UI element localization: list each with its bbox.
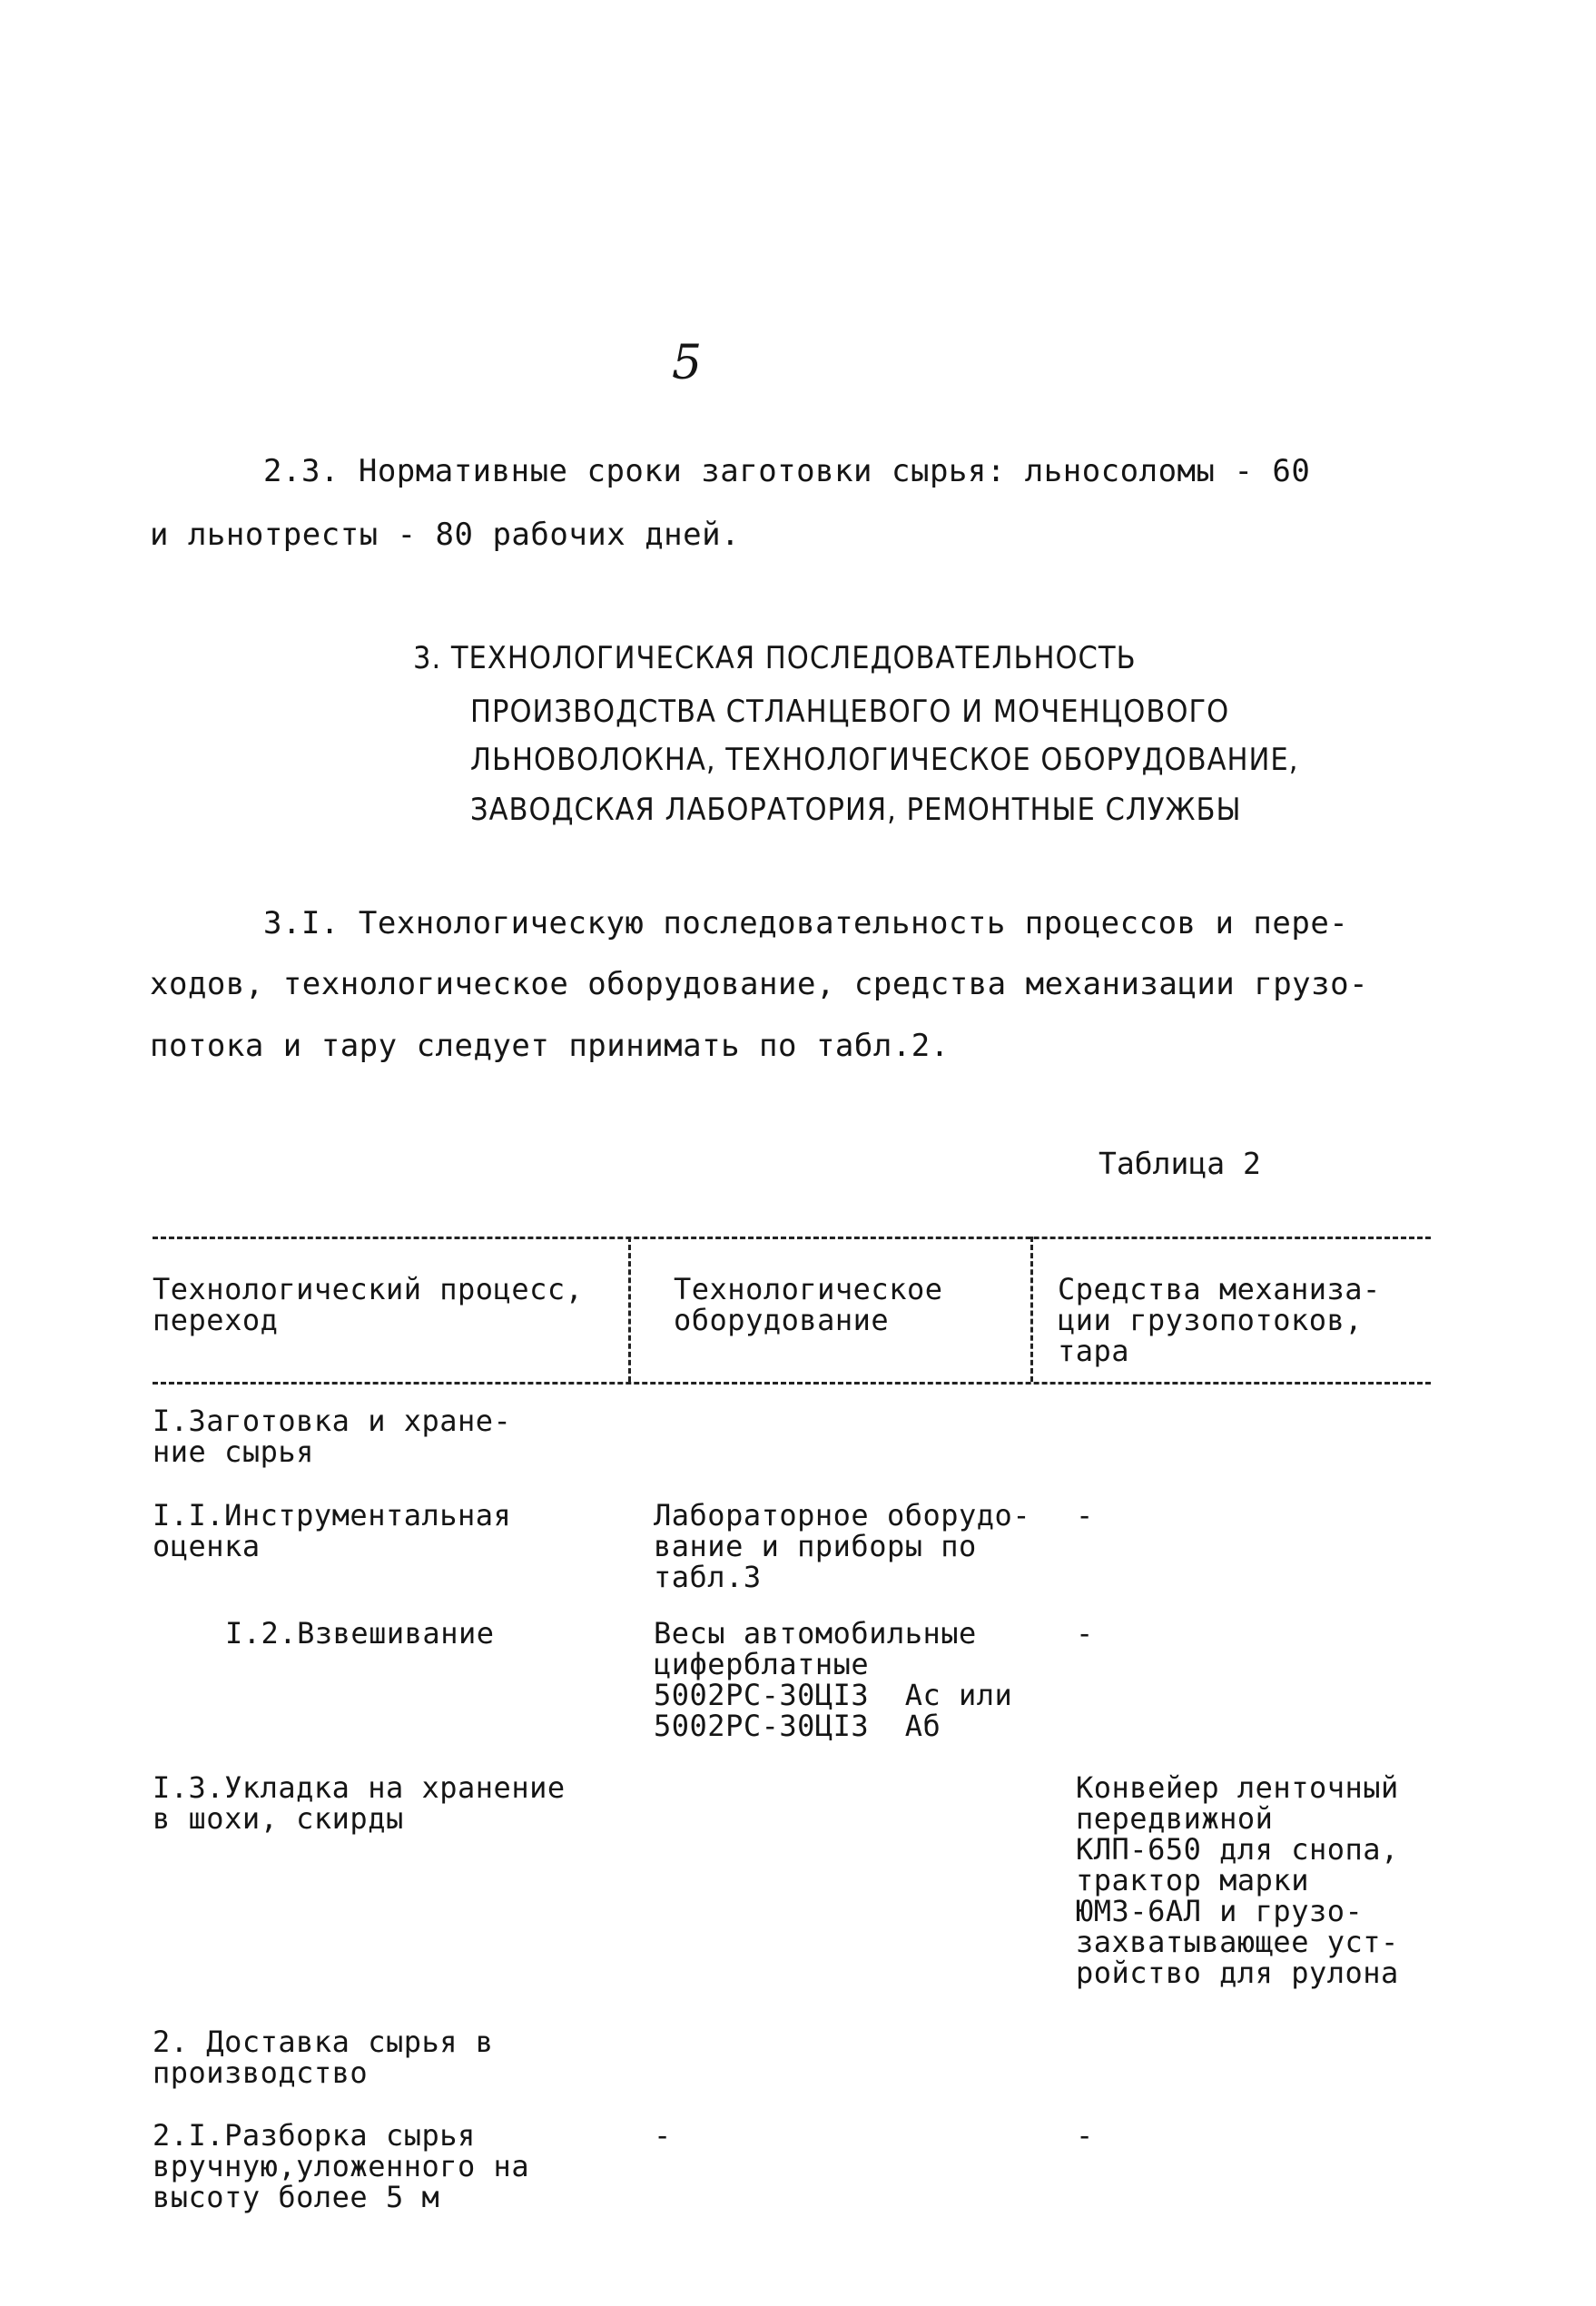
table-row-6-process: 2.I.Разборка сырья вручную,уложенного на высоту более 5 м xyxy=(153,2118,530,2214)
section-3-heading-line-2: ПРОИЗВОДСТВА СТЛАНЦЕВОГО И МОЧЕНЦОВОГО xyxy=(470,694,1230,730)
table-header-bottom-rule xyxy=(153,1382,1431,1385)
table-row-3-means: - xyxy=(1076,1616,1094,1651)
section-2-3-line-1: 2.3. Нормативные сроки заготовки сырья: льносоломы - 60 xyxy=(263,453,1311,489)
table-row-2-equipment: Лабораторное оборудо- вание и приборы по табл.3 xyxy=(654,1498,1031,1594)
section-3-heading-line-1: 3. ТЕХНОЛОГИЧЕСКАЯ ПОСЛЕДОВАТЕЛЬНОСТЬ xyxy=(413,640,1137,676)
section-3-1-line-2: ходов, технологическое оборудование, средства механизации грузо- xyxy=(150,966,1369,1002)
table-row-2-process: I.I.Инструментальная оценка xyxy=(153,1498,512,1563)
section-3-heading-line-4: ЗАВОДСКАЯ ЛАБОРАТОРИЯ, РЕМОНТНЫЕ СЛУЖБЫ xyxy=(470,792,1242,828)
table-row-3-equipment: Весы автомобильные циферблатные 5002РС-30ЦI3 Ас или 5002РС-30ЦI3 Аб xyxy=(654,1616,1013,1743)
table-row-5-process: 2. Доставка сырья в производство xyxy=(153,2025,494,2090)
table-header-equipment: Технологическое оборудование xyxy=(674,1272,943,1337)
table-top-rule xyxy=(153,1237,1431,1239)
table-row-6-equipment: - xyxy=(654,2118,672,2153)
section-3-1-line-1: 3.I. Технологическую последовательность процессов и пере- xyxy=(263,905,1349,941)
section-3-1-line-3: потока и тару следует принимать по табл.2. xyxy=(150,1028,950,1064)
table-row-1-process: I.Заготовка и хране- ние сырья xyxy=(153,1404,512,1469)
table-header-separator-2 xyxy=(1030,1237,1033,1382)
table-row-4-process: I.3.Укладка на хранение в шохи, скирды xyxy=(153,1770,566,1836)
table-row-6-means: - xyxy=(1076,2118,1094,2153)
table-header-means: Средства механиза- ции грузопотоков, тара xyxy=(1058,1272,1381,1368)
section-2-3-line-2: и льнотресты - 80 рабочих дней. xyxy=(150,517,741,553)
table-row-3-process: I.2.Взвешивание xyxy=(225,1616,495,1651)
section-3-heading-line-3: ЛЬНОВОЛОКНА, ТЕХНОЛОГИЧЕСКОЕ ОБОРУДОВАНИЕ, xyxy=(470,742,1299,778)
page-number: 5 xyxy=(672,336,703,390)
table-row-4-means: Конвейер ленточный передвижной КЛП-650 для снопа, трактор марки ЮМЗ-6АЛ и грузо- захватывающее уст- ройство для рулона xyxy=(1076,1770,1399,1990)
table-header-separator-1 xyxy=(628,1237,631,1382)
table-caption: Таблица 2 xyxy=(1098,1146,1261,1181)
table-header-process: Технологический процесс, переход xyxy=(153,1272,584,1337)
table-row-2-means: - xyxy=(1076,1498,1094,1532)
